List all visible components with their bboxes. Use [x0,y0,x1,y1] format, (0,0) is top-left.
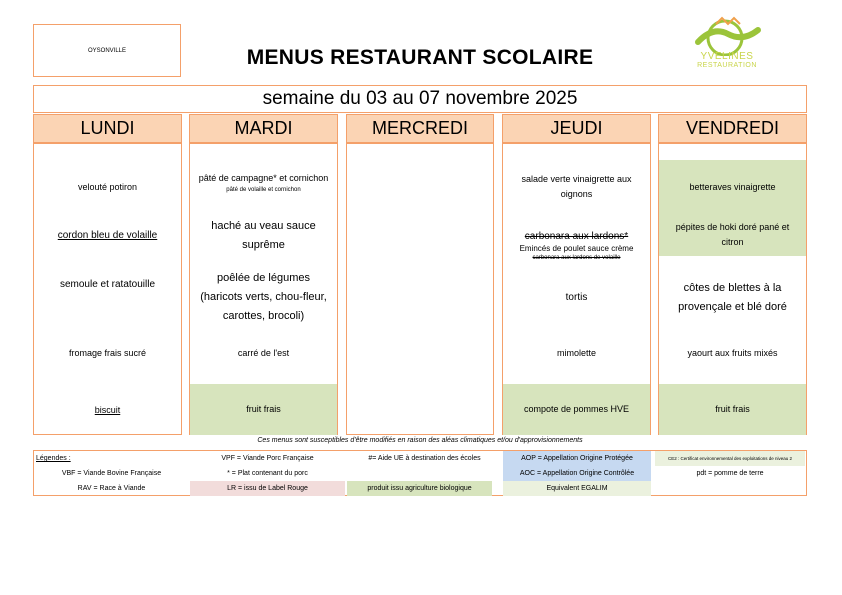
day-column-jeudi [502,143,651,435]
day-header-mercredi [346,114,494,143]
menu-item-side: tortis [565,291,588,303]
menu-item-starter: betteraves vinaigrette [659,160,806,214]
day-column-lundi [33,143,182,435]
disclaimer-note: Ces menus sont susceptibles d'être modifiés en raison des aléas climatiques et/ou d'approvisionnements [257,437,583,444]
menu-item-main: pépites de hoki doré pané et citron [659,214,806,256]
menu-item-starter: pâté de campagne* et cornichon pâté de volaille et cornichon [198,172,329,193]
day-column-mercredi [346,143,494,435]
day-header-vendredi [658,114,807,143]
menu-item-dairy: fromage frais sucré [68,347,147,358]
day-header-mardi [189,114,338,143]
legend-vbf: VBF = Viande Bovine Française [61,470,162,477]
menu-item-dessert: biscuit [94,404,121,415]
day-name: MERCREDI [371,118,468,138]
town-box [33,24,181,77]
menu-item-main: carbonara aux lardons* Emincés de poulet sauce crème carbonara aux lardons de volaille [519,230,634,261]
legend-table [33,450,807,496]
day-column-mardi [189,143,338,435]
menu-item-dessert: fruit frais [659,384,806,435]
menu-item-main: cordon bleu de volaille [57,229,158,241]
day-name: VENDREDI [685,118,779,138]
legend-pdt: pdt = pomme de terre [696,470,764,477]
legend-rav: RAV = Race à Viande [77,485,146,492]
legend-aop: AOP = Appellation Origine Protégée [503,451,651,466]
legend-aoc: AOC = Appellation Origine Contrôlée [503,466,651,481]
logo-text-top: YVELINES [700,51,754,62]
day-name: MARDI [234,118,293,138]
yvelines-logo [688,16,766,78]
day-column-vendredi [658,143,807,435]
menu-item-dairy: mimolette [556,347,596,358]
town-name: OYSONVILLE [87,47,126,54]
legend-title: Légendes : [36,455,71,462]
menu-item-starter: velouté potiron [77,181,138,192]
logo-text-bottom: RESTAURATION [697,62,757,69]
legend-label-rouge: LR = issu de Label Rouge [190,481,345,496]
day-header-jeudi [502,114,651,143]
legend-bio: produit issu agriculture biologique [347,481,492,496]
logo-icon [688,16,766,56]
legend-egalim: Equivalent EGALIM [503,481,651,496]
legend-ce2: CE2 : Certificat environnemental des exploitations de niveau 2 [655,451,805,466]
legend-vpf: VPF = Viande Porc Française [221,455,314,462]
legend-pork: * = Plat contenant du porc [227,470,308,477]
day-name: LUNDI [80,118,135,138]
week-label: semaine du 03 au 07 novembre 2025 [262,88,578,109]
day-name: JEUDI [550,118,603,138]
menu-item-starter: salade verte vinaigrette aux oignons [521,174,632,199]
menu-item-dairy: yaourt aux fruits mixés [687,347,778,358]
menu-item-main: haché au veau sauce suprême [211,220,316,251]
menu-item-side: semoule et ratatouille [59,278,156,290]
week-banner [33,85,807,113]
day-header-lundi [33,114,182,143]
menu-item-side: côtes de blettes à la provençale et blé doré [678,282,787,313]
page-title: MENUS RESTAURANT SCOLAIRE [246,46,594,69]
menu-item-dessert: fruit frais [190,384,337,435]
menu-item-dairy: carré de l'est [237,347,290,358]
menu-item-side: poêlée de légumes (haricots verts, chou-fleur, carottes, brocoli) [200,271,327,322]
legend-eu-aid: #= Aide UE à destination des écoles [368,455,481,462]
menu-item-dessert: compote de pommes HVE [503,384,650,435]
